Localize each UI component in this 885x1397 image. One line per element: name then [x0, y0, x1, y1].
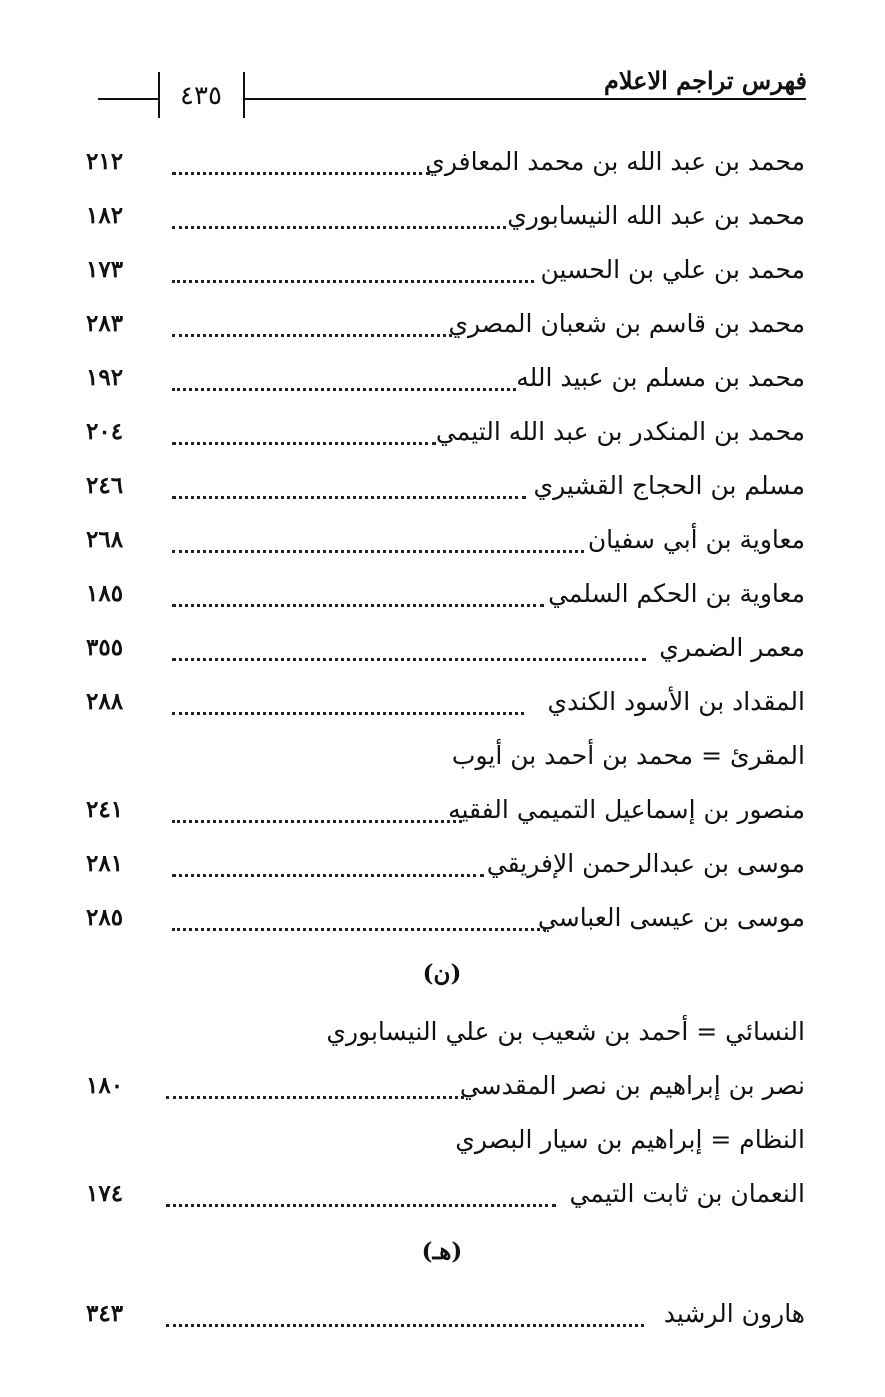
index-entry [0, 574, 885, 628]
index-entry [0, 304, 885, 358]
leader-dots [172, 698, 524, 715]
leader-dots [172, 914, 546, 931]
index-entry [0, 1294, 885, 1348]
leader-dots [172, 158, 430, 175]
leader-dots [166, 1082, 464, 1099]
index-entry [0, 412, 885, 466]
entry-page: ٢٨٨ [86, 688, 124, 715]
leader-dots [172, 644, 646, 661]
leader-dots [166, 1190, 556, 1207]
entry-page: ٣٤٣ [86, 1300, 124, 1327]
index-entry-cross-reference [0, 736, 885, 790]
entry-name: معاوية بن أبي سفيان [587, 525, 805, 554]
entry-name: منصور بن إسماعيل التميمي الفقيه [448, 795, 805, 824]
entry-name: النعمان بن ثابت التيمي [569, 1179, 805, 1208]
index-entry [0, 358, 885, 412]
entry-page: ٢٠٤ [86, 418, 124, 445]
index-entry [0, 250, 885, 304]
leader-dots [172, 482, 526, 499]
entry-name: هارون الرشيد [663, 1299, 805, 1328]
index-entry-cross-reference [0, 1120, 885, 1174]
entry-page: ١٨٢ [86, 202, 124, 229]
leader-dots [172, 806, 462, 823]
entry-page: ٢٦٨ [86, 526, 124, 553]
entry-name: نصر بن إبراهيم بن نصر المقدسي [459, 1071, 805, 1100]
leader-dots [172, 860, 484, 877]
index-entry [0, 682, 885, 736]
entry-name: موسى بن عيسى العباسي [537, 903, 805, 932]
entry-page: ٢٨٣ [86, 310, 124, 337]
leader-dots [172, 266, 534, 283]
entry-page: ٢٤١ [86, 796, 124, 823]
entry-name: محمد بن مسلم بن عبيد الله [516, 363, 805, 392]
entry-name: محمد بن عبد الله بن محمد المعافري [425, 147, 805, 176]
leader-dots [172, 212, 506, 229]
header-divider-right [243, 72, 245, 118]
entry-page: ٢٨١ [86, 850, 124, 877]
entry-name: مسلم بن الحجاج القشيري [533, 471, 805, 500]
index-entry [0, 1174, 885, 1228]
index-entry [0, 466, 885, 520]
entry-page: ٣٥٥ [86, 634, 124, 661]
index-entry [0, 520, 885, 574]
entry-name: النسائي = أحمد بن شعيب بن علي النيسابوري [326, 1017, 805, 1046]
entry-name: محمد بن عبد الله النيسابوري [507, 201, 805, 230]
entry-page: ٢١٢ [86, 148, 124, 175]
entry-name: النظام = إبراهيم بن سيار البصري [455, 1125, 805, 1154]
section-heading-ha: (هـ) [421, 1238, 463, 1265]
leader-dots [166, 1310, 644, 1327]
entry-name: محمد بن المنكدر بن عبد الله التيمي [435, 417, 805, 446]
entry-page: ١٩٢ [86, 364, 124, 391]
leader-dots [172, 428, 436, 445]
page-header [0, 0, 885, 130]
leader-dots [172, 374, 516, 391]
index-entry [0, 1066, 885, 1120]
index-entry [0, 790, 885, 844]
entry-name: المقداد بن الأسود الكندي [547, 687, 805, 716]
index-entry [0, 142, 885, 196]
page-number: ٤٣٥ [180, 81, 222, 111]
index-entry [0, 844, 885, 898]
header-rule-right [244, 98, 806, 100]
entry-name: محمد بن قاسم بن شعبان المصري [448, 309, 805, 338]
leader-dots [172, 320, 452, 337]
entry-name: معمر الضمري [659, 633, 805, 662]
index-entry-cross-reference [0, 1012, 885, 1066]
entry-page: ١٨٥ [86, 580, 124, 607]
header-rule-left [98, 98, 158, 100]
running-title: فهرس تراجم الاعلام [603, 66, 807, 95]
entry-name: معاوية بن الحكم السلمي [548, 579, 805, 608]
entry-page: ٢٤٦ [86, 472, 124, 499]
entry-name: محمد بن علي بن الحسين [540, 255, 805, 284]
entry-name: موسى بن عبدالرحمن الإفريقي [486, 849, 805, 878]
index-entry [0, 898, 885, 952]
entry-page: ٢٨٥ [86, 904, 124, 931]
leader-dots [172, 590, 544, 607]
index-entry [0, 628, 885, 682]
entry-page: ١٧٣ [86, 256, 124, 283]
index-entry [0, 196, 885, 250]
entry-name: المقرئ = محمد بن أحمد بن أيوب [451, 741, 805, 770]
entry-page: ١٨٠ [86, 1072, 124, 1099]
entry-page: ١٧٤ [86, 1180, 124, 1207]
leader-dots [172, 536, 584, 553]
section-heading-nun: (ن) [422, 960, 462, 987]
